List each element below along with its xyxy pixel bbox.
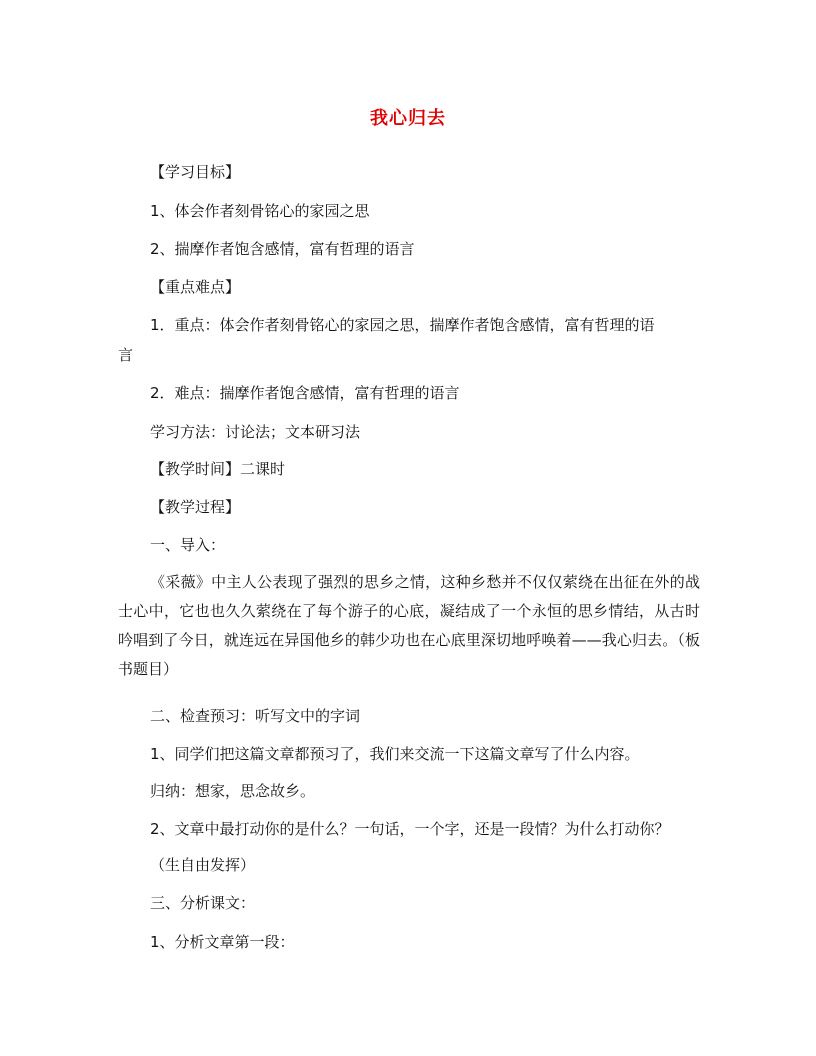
intro-heading: 一、导入： [150, 536, 226, 554]
time-line: 【教学时间】二课时 [150, 460, 286, 478]
analysis-heading: 三、分析课文： [150, 894, 256, 912]
objectives-heading: 【学习目标】 [150, 163, 241, 181]
preview-heading: 二、检查预习：听写文中的字词 [150, 707, 361, 725]
objective-1: 1、体会作者刻骨铭心的家园之思 [150, 202, 370, 220]
document-title: 我心归去 [370, 108, 446, 129]
preview-item-1: 1、同学们把这篇文章都预习了，我们来交流一下这篇文章写了什么内容。 [150, 745, 640, 763]
method-line: 学习方法：讨论法；文本研习法 [150, 423, 361, 441]
key-points-heading: 【重点难点】 [150, 278, 241, 296]
free-speech-note: （生自由发挥） [150, 856, 256, 874]
analysis-item-1: 1、分析文章第一段： [150, 933, 295, 951]
process-heading: 【教学过程】 [150, 498, 241, 516]
key-point-line-1: 1．重点：体会作者刻骨铭心的家园之思，揣摩作者饱含感情，富有哲理的语 [150, 316, 655, 334]
key-point-line-2: 言 [118, 346, 134, 364]
difficulty-line: 2．难点：揣摩作者饱含感情，富有哲理的语言 [150, 384, 460, 402]
preview-item-2: 2、文章中最打动你的是什么？一句话，一个字，还是一段情？为什么打动你？ [150, 820, 670, 838]
summary-line: 归纳：想家，思念故乡。 [150, 782, 316, 800]
objective-2: 2、揣摩作者饱含感情，富有哲理的语言 [150, 240, 415, 258]
intro-paragraph: 《采薇》中主人公表现了强烈的思乡之情，这种乡愁并不仅仅萦绕在出征在外的战士心中，它也也久久萦绕在了每个游子的心底，凝结成了一个永恒的思乡情结，从古时吟唱到了今日，就连远在异国他乡的韩少功也在心底里深切地呼唤着——我心归去。（板书题目） [118, 573, 700, 678]
